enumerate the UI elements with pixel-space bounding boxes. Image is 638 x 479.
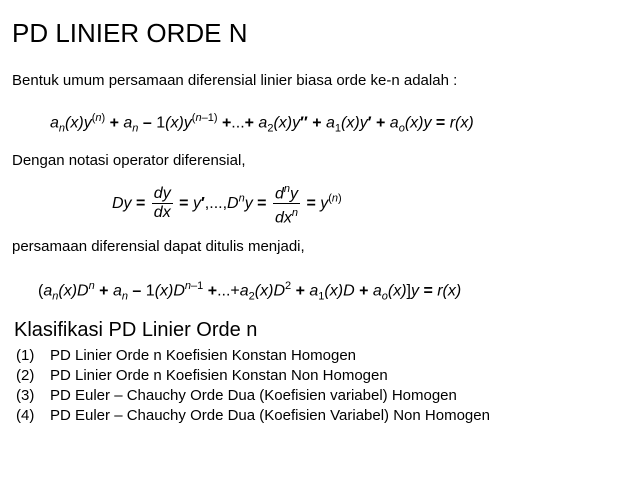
rewrite-intro-text: persamaan diferensial dapat ditulis menjadi, [12, 238, 305, 255]
operator-form-equation: $(a_n(x)D^n + a_n - 1(x)D^{n-1} +...+a_2(x)D^2 + a_1(x)D + a_o(x)]y = r(x)$ [38, 280, 462, 303]
classification-title: Klasifikasi PD Linier Orde n [14, 319, 258, 341]
list-item [16, 386, 490, 406]
intro-text: Bentuk umum persamaan diferensial linier biasa orde ke-n adalah : [12, 72, 458, 89]
item-text: PD Euler – Chauchy Orde Dua (Koefisien Variabel) Non Homogen [50, 407, 490, 424]
item-number: (2) [16, 367, 35, 384]
classification-list [16, 346, 490, 426]
fraction-dny-dxn: $\frac{d^ny}{dx^n}$ [273, 180, 300, 228]
list-item [16, 346, 490, 366]
item-text: PD Euler – Chauchy Orde Dua (Koefisien variabel) Homogen [50, 387, 457, 404]
item-text: PD Linier Orde n Koefisien Konstan Non Homogen [50, 367, 388, 384]
item-number: (4) [16, 407, 35, 424]
page-title: PD LINIER ORDE N [12, 18, 248, 48]
operator-equation: Dy = $\frac{dy}{dx}$ = $y',...,D^ny$ = $\frac{d^ny}{dx^n}$ = $y^{(n)}$ [112, 180, 342, 228]
item-number: (3) [16, 387, 35, 404]
operator-intro-text: Dengan notasi operator diferensial, [12, 152, 246, 169]
fraction-dy-dx: $\frac{dy}{dx}$ [153, 185, 171, 222]
general-equation: $a_n(x)y^{(n)} + a_n - 1(x)y^{(n-1)}$ +...+ $a_2(x)y'' + a_1(x)y' + a_o(x)y = r(x)$ [50, 112, 474, 135]
list-item [16, 406, 490, 426]
item-text: PD Linier Orde n Koefisien Konstan Homogen [50, 347, 357, 364]
item-number: (1) [16, 347, 35, 364]
list-item [16, 366, 490, 386]
